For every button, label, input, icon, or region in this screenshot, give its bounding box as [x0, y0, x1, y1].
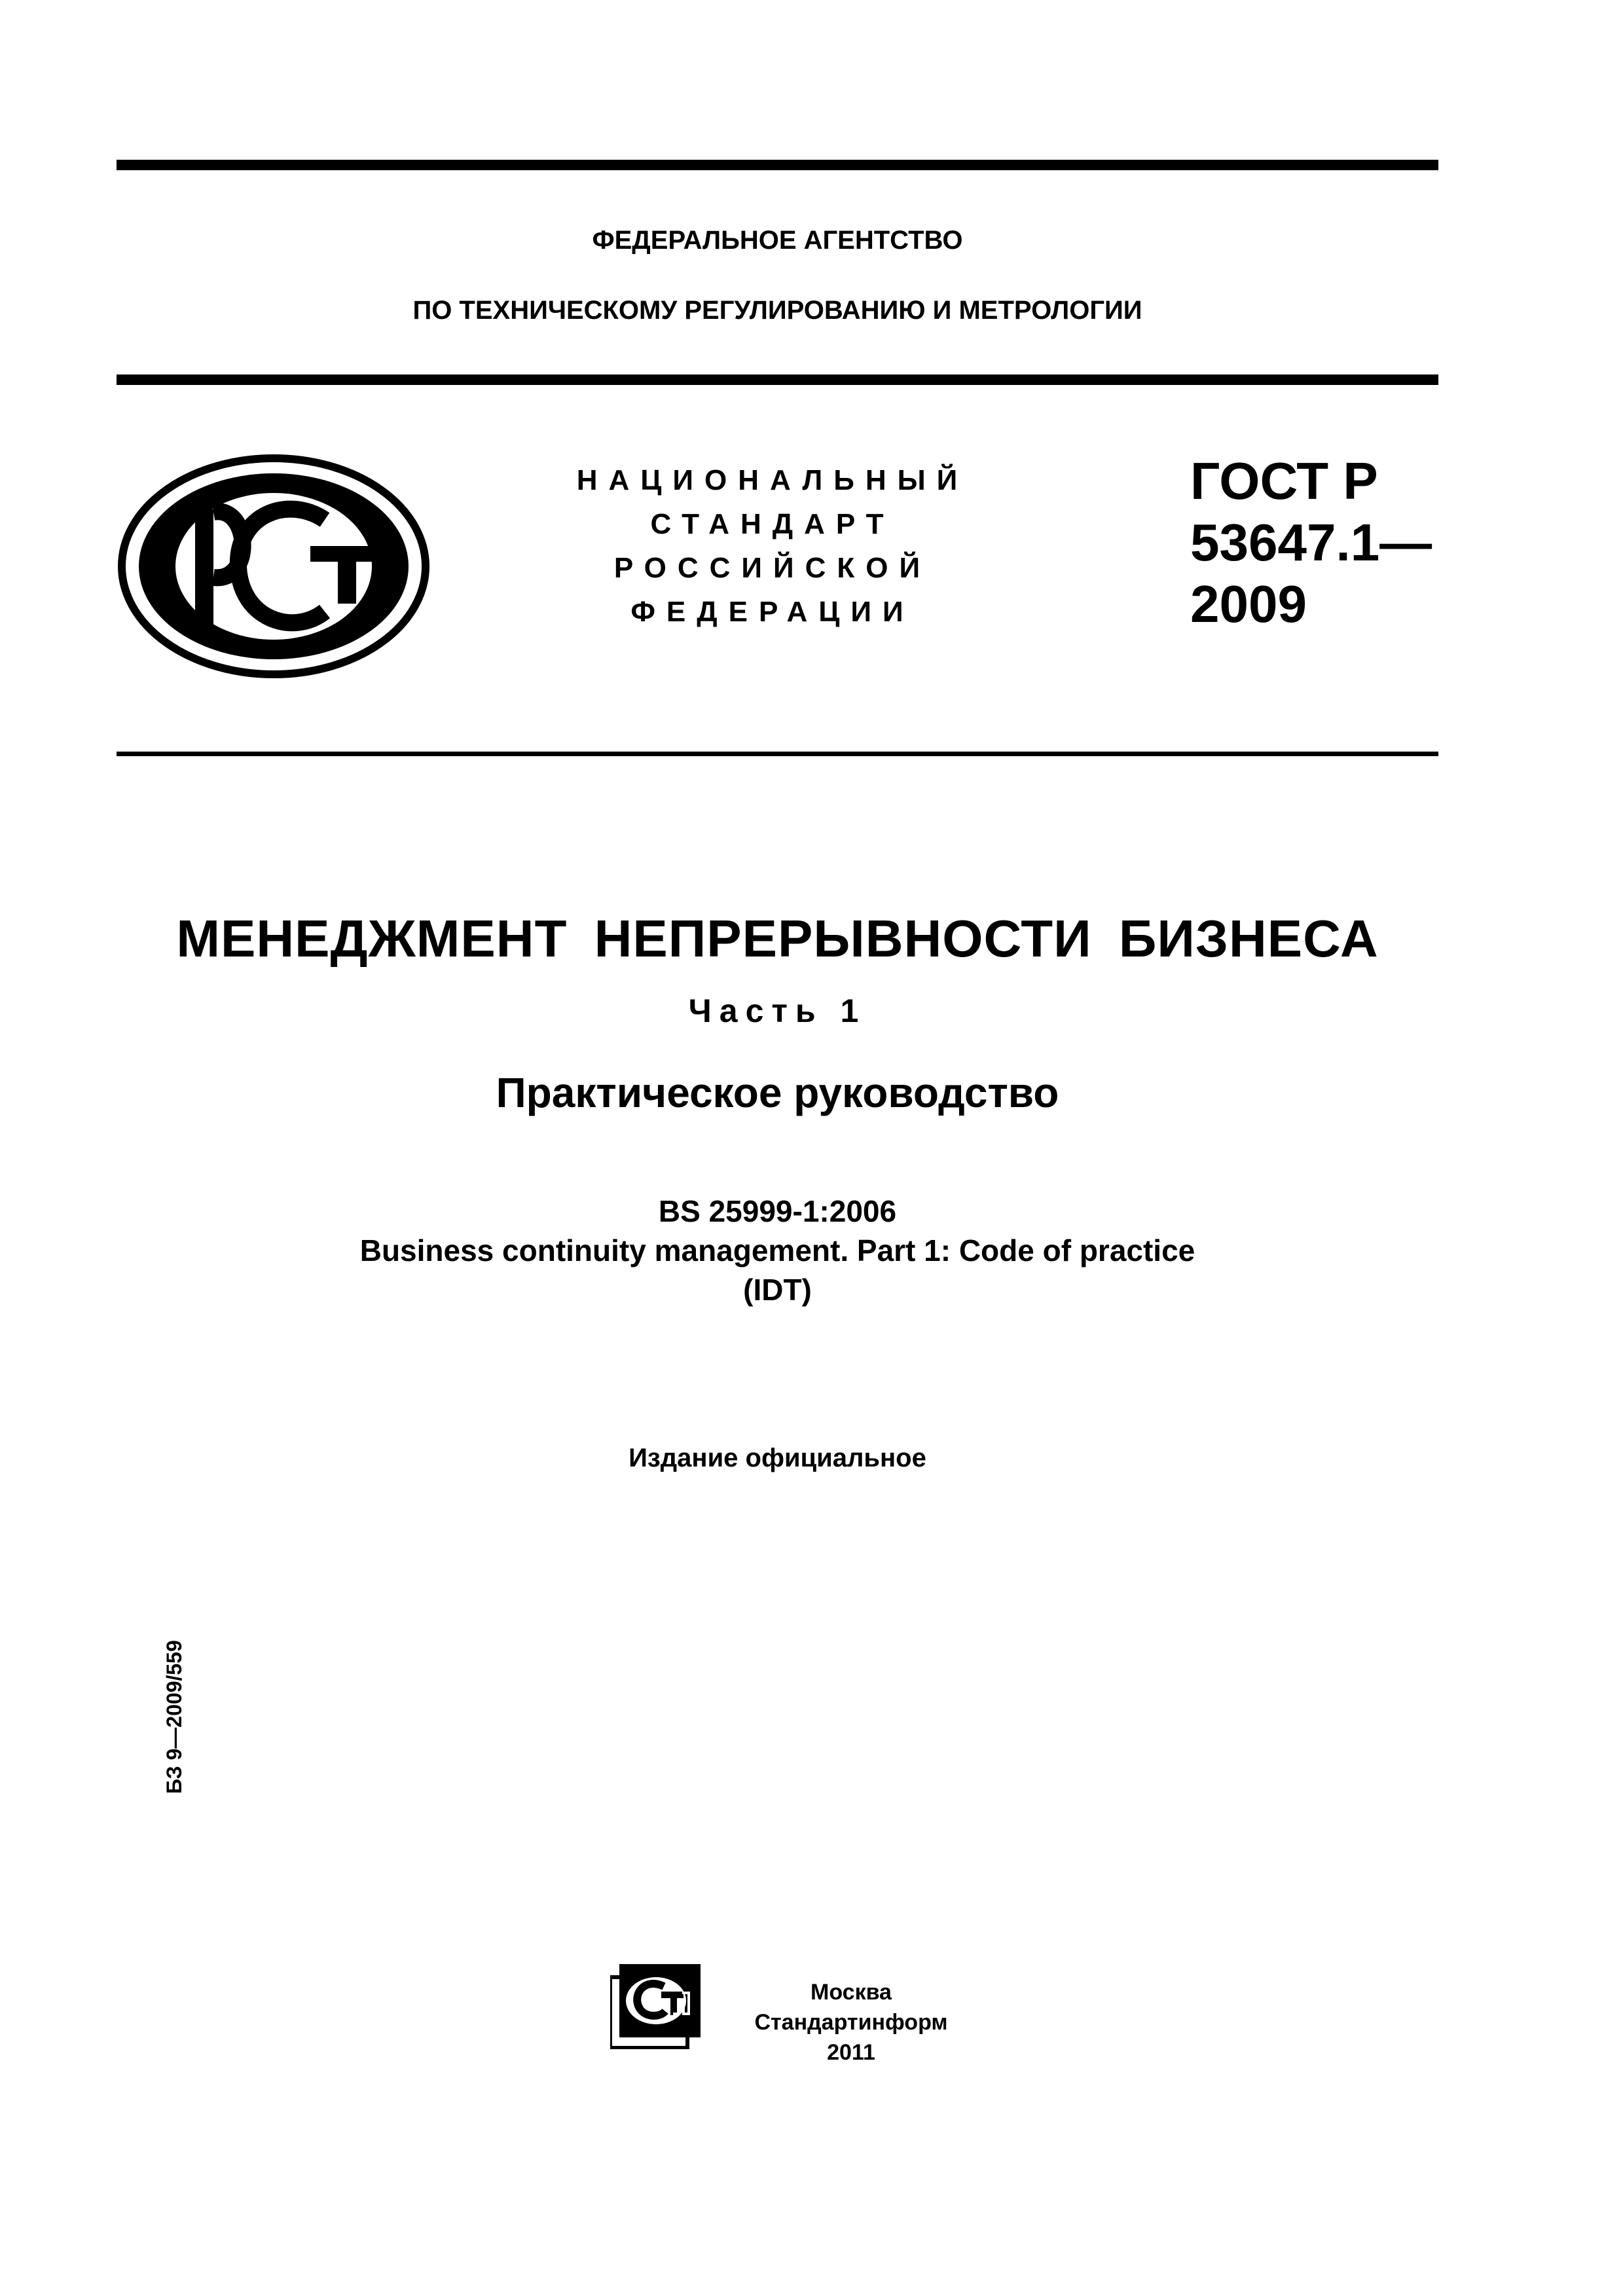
- edition-label: Издание официальное: [629, 1444, 926, 1472]
- document-title: МЕНЕДЖМЕНТ НЕПРЕРЫВНОСТИ БИЗНЕСА: [176, 909, 1379, 968]
- header-bottom-rule: [117, 752, 1438, 756]
- side-code: БЗ 9—2009/559: [162, 1640, 186, 1794]
- publisher-block: [733, 1977, 969, 2068]
- standard-designation: [1190, 450, 1432, 635]
- reference-code: BS 25999-1:2006: [658, 1194, 897, 1228]
- document-subtitle: Практическое руководство: [496, 1069, 1059, 1116]
- reference-equivalence: (IDT): [743, 1273, 812, 1307]
- national-standard-label: [543, 458, 1002, 634]
- agency-line-2: ПО ТЕХНИЧЕСКОМУ РЕГУЛИРОВАНИЮ И МЕТРОЛОГИИ: [412, 296, 1142, 325]
- designation-line-1: ГОСТ Р: [1190, 452, 1378, 510]
- standartinform-logo-icon: [610, 1964, 702, 2049]
- national-standard-line: НАЦИОНАЛЬНЫЙ: [576, 464, 969, 496]
- designation-line-2: 53647.1—: [1190, 513, 1432, 572]
- part-label: Часть 1: [688, 993, 867, 1029]
- agency-bottom-rule: [117, 374, 1438, 385]
- designation-line-3: 2009: [1190, 575, 1307, 633]
- reference-block: [117, 1192, 1438, 1309]
- reference-english-title: Business continuity management. Part 1: Code of practice: [359, 1233, 1195, 1267]
- national-standard-line: СТАНДАРТ: [650, 508, 895, 540]
- publisher-name: Стандартинформ: [754, 2010, 948, 2035]
- top-rule: [117, 160, 1438, 170]
- publisher-city: Москва: [811, 1980, 892, 2005]
- gost-r-logo-icon: [117, 452, 431, 681]
- national-standard-line: РОССИЙСКОЙ: [613, 552, 932, 584]
- national-standard-line: ФЕДЕРАЦИИ: [630, 596, 915, 628]
- agency-line-1: ФЕДЕРАЛЬНОЕ АГЕНТСТВО: [592, 226, 963, 255]
- publisher-year: 2011: [827, 2040, 875, 2065]
